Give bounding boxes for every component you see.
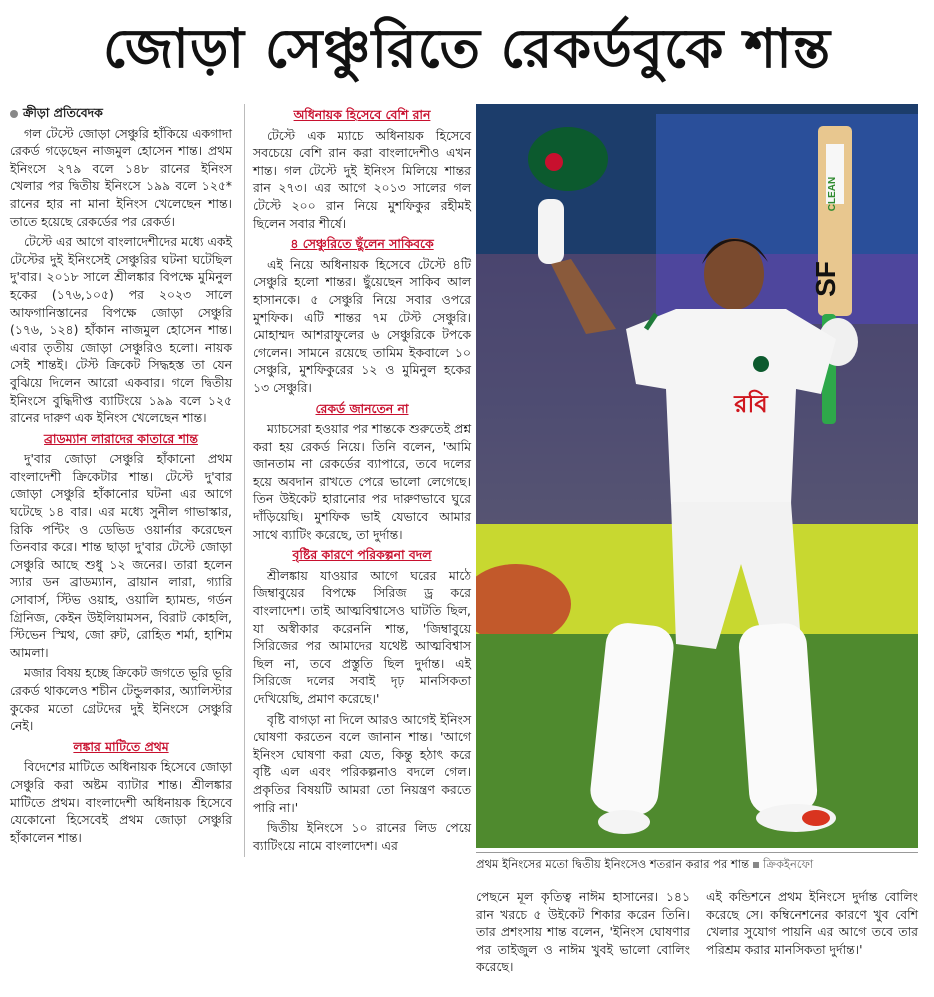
article-column-2 xyxy=(244,104,471,857)
article-column-3 xyxy=(476,888,690,979)
photo-credit: ক্রিকইনফো xyxy=(763,857,814,871)
subheading: রেকর্ড জানতেন না xyxy=(315,400,409,416)
headline: জোড়া সেঞ্চুরিতে রেকর্ডবুকে শান্ত xyxy=(102,16,832,80)
article-column-1 xyxy=(10,104,232,849)
paragraph: বিদেশের মাটিতে অধিনায়ক হিসেবে জোড়া সেঞ্চুরি করা অষ্টম ব্যাটার শান্ত। শ্রীলঙ্কার মাটিতে প্রথম। বাংলাদেশী অধিনায়ক হিসেবে যেকোনো হিসেবেই প্রথম জোড়া সেঞ্চুরি হাঁকালেন শান্ত। xyxy=(10,759,232,845)
separator-icon xyxy=(753,862,759,868)
paragraph: টেস্টে এর আগে বাংলাদেশীদের মধ্যে একই টেস্টের দুই ইনিংসেই সেঞ্চুরির ঘটনা ঘটেছিল দু'বার। ২০১৮ সালে শ্রীলঙ্কার বিপক্ষে মুমিনুল হকের (১৭৬,১০৫) পর ২০২৩ সালে আফগানিস্তানের বিপক্ষে জোড়া সেঞ্চুরি (১৭৬, ১২৪) হাঁকান নাজমুল হোসেন শান্ত। এবার তৃতীয় জোড়া সেঞ্চুরিও হলো। নায়ক সেই শান্তই। টেস্ট ক্রিকেট সিদ্ধহস্ত তা যেন বুঝিয়ে দিলেন আরো একবার। গলে দ্বিতীয় ইনিংসে বুদ্ধিদীপ্ত ব্যাটিংয়ে ১৯৯ বলে ১২৫ রানের দারুণ এক ইনিংস খেলেছেন শান্ত। xyxy=(10,234,232,426)
jersey-sponsor: রবি xyxy=(734,390,768,418)
paragraph: এই নিয়ে অধিনায়ক হিসেবে টেস্টে ৪টি সেঞ্চুরি হলো শান্তর। ছুঁয়েছেন সাকিব আল হাসানকে। ৫ সেঞ্চুরি নিয়ে সবার ওপরে মুশফিক। এটি শান্তর ৭ম টেস্ট সেঞ্চুরি। মোহাম্মদ আশরাফুলের ৬ সেঞ্চুরিকে টপকে গেলেন। সামনে রয়েছে তামিম ইকবালে ১০ সেঞ্চুরি, মুশফিকুরের ১২ ও মুমিনুল হকের ১৩ সেঞ্চুরি। xyxy=(253,256,471,395)
paragraph: গল টেস্টে জোড়া সেঞ্চুরি হাঁকিয়ে একগাদা রেকর্ড গড়েছেন নাজমুল হোসেন শান্ত। প্রথম ইনিংসে ২৭৯ বলে ১৪৮ রানের ইনিংস খেলার পর দ্বিতীয় ইনিংসে ১৯৯ বলে ১২৫* রানের হার না মানা ইনিংস খেলেছেন শান্ত। তাতে হয়েছে রেকর্ডের পর রেকর্ড। xyxy=(10,125,232,229)
bat-sticker: CLEAN xyxy=(827,176,838,212)
photo-caption xyxy=(476,852,918,872)
paragraph: মজার বিষয় হচ্ছে ক্রিকেট জগতে ভূরি ভূরি রেকর্ড থাকলেও শচীন টেন্ডুলকার, অ্যালিস্টার কুকের মতো গ্রেটদের দুই ইনিংসে সেঞ্চুরি নেই। xyxy=(10,665,232,734)
paragraph: ম্যাচসেরা হওয়ার পর শান্তকে শুরুতেই প্রশ্ন করা হয় রেকর্ড নিয়ে। তিনি বলেন, 'আমি জানতাম না রেকর্ডের ব্যাপারে, তবে দলের হয়ে অবদান রাখতে পেরে ভালো লেগেছে। তিন উইকেট হারানোর পর দারুণভাবে ঘুরে দাঁড়িয়েছি। মুশফিক ভাই যেভাবে আমার সাথে ব্যাটিং করেছে, তা দুর্দান্ত। xyxy=(253,421,471,542)
caption-text: প্রথম ইনিংসের মতো দ্বিতীয় ইনিংসেও শতরান করার পর শান্ত xyxy=(476,857,750,871)
subheading: বৃষ্টির কারণে পরিকল্পনা বদল xyxy=(292,547,432,563)
byline xyxy=(10,104,232,122)
article-column-4 xyxy=(706,888,918,961)
subheading: লঙ্কার মাটিতে প্রথম xyxy=(73,738,169,754)
cricketer-photo xyxy=(476,104,918,848)
subheading: ৪ সেঞ্চুরিতে ছুঁলেন সাকিবকে xyxy=(290,236,434,252)
subheading: ব্রাডম্যান লারাদের কাতারে শান্ত xyxy=(44,430,198,446)
subheading: অধিনায়ক হিসেবে বেশি রান xyxy=(293,107,431,122)
paragraph: শ্রীলঙ্কায় যাওয়ার আগে ঘরের মাঠে জিম্বাবুয়ের বিপক্ষে সিরিজ ড্র করে বাংলাদেশ। তাই আত্মবিশ্বাসেও ঘাটতি ছিল, যা অস্বীকার করেননি শান্ত, 'জিম্বাবুয়ে সিরিজের পর আমাদের যথেষ্ট আত্মবিশ্বাস ছিল না, তবে প্রস্তুতি ছিল দুর্দান্ত। এই সিরিজে দলের সবাই দৃঢ় মানসিকতা দেখিয়েছি, প্রমাণ করেছে।' xyxy=(253,567,471,706)
paragraph: এই কন্ডিশনে প্রথম ইনিংসে দুর্দান্ত বোলিং করেছে সে। কম্বিনেশনের কারণে খুব বেশি খেলার সুযোগ পায়নি এর আগে তবে তার পরিশ্রম করার মানসিকতা দুর্দান্ত।' xyxy=(706,889,918,957)
bullet-icon xyxy=(10,110,18,118)
paragraph: দ্বিতীয় ইনিংসে ১০ রানের লিড পেয়ে ব্যাটিংয়ে নামে বাংলাদেশ। এর xyxy=(253,820,471,853)
bat-brand: SF xyxy=(810,261,841,297)
paragraph: দু'বার জোড়া সেঞ্চুরি হাঁকানো প্রথম বাংলাদেশী ক্রিকেটার শান্ত। টেস্টে দু'বার জোড়া সেঞ্চুরি হাঁকানোর ঘটনা এর আগে ঘটেছে ১৪ বার। এর মধ্যে সুনীল গাভাস্কার, রিকি পন্টিং ও ডেভিড ওয়ার্নার করেছেন তিনবার করে। শান্ত ছাড়া দু'বার টেস্টে জোড়া সেঞ্চুরি আছে শুধু ১২ জনের। তারা হলেন স্যার ডন ব্রাডম্যান, ব্রায়ান লারা, গ্যারি সোবার্স, স্টিভ ওয়াহ, ওয়ালি হ্যামন্ড, গর্ডন গ্রিনিজ, কেইন উইলিয়ামসন, বিরাট কোহলি, স্টিভেন স্মিথ, জো রুট, রোহিত শর্মা, হাশিম আমলা। xyxy=(10,451,232,660)
byline-text: ক্রীড়া প্রতিবেদক xyxy=(23,105,103,120)
paragraph: টেস্টে এক ম্যাচে অধিনায়ক হিসেবে সবচেয়ে বেশি রান করা বাংলাদেশীও এখন শান্ত। গল টেস্টে দুই ইনিংস মিলিয়ে শান্তর রান ২৭৩। এর আগে ২০১৩ সালের গল টেস্টে ২০০ রান নিয়ে মুশফিকুর রহীমই ছিলেন সবার শীর্ষে। xyxy=(253,127,471,231)
paragraph: বৃষ্টি বাগড়া না দিলে আরও আগেই ইনিংস ঘোষণা করতেন বলে জানান শান্ত। 'আগে ইনিংস ঘোষণা করা যেত, কিন্তু হঠাৎ করে বৃষ্টি এল এবং পরিকল্পনাও বদলে গেল। প্রকৃতির বিষয়টি আমরা তো নিয়ন্ত্রণ করতে পারি না।' xyxy=(253,711,471,815)
paragraph: পেছনে মূল কৃতিত্ব নাঈম হাসানের। ১৪১ রান খরচে ৫ উইকেট শিকার করেন তিনি। তার প্রশংসায় শান্ত বলেন, 'ইনিংস ঘোষণার পর তাইজুল ও নাঈম খুবই ভালো বোলিং করেছে। xyxy=(476,889,690,975)
photo-illustration xyxy=(476,104,918,848)
